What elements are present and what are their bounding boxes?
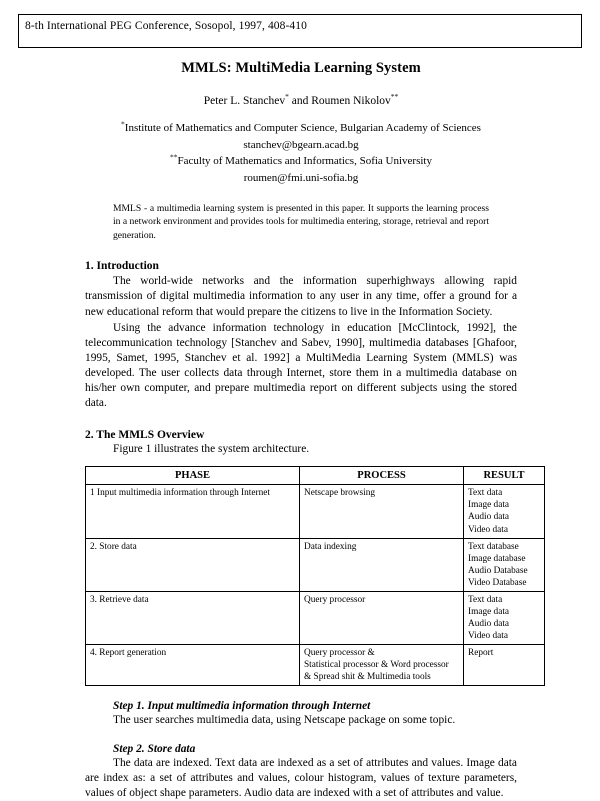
step-heading-2: Step 2. Store data [113,742,196,755]
cell-line: Report [468,648,494,659]
cell-line: Video data [468,631,508,642]
affiliation-two-text: Faculty of Mathematics and Informatics, Sofia University [177,155,432,168]
cell-result [464,538,545,591]
cell-line: Text data [468,488,503,499]
cell-phase: 2. Store data [86,538,300,591]
table-row [86,645,545,686]
cell-result [464,591,545,644]
cell-process [300,591,464,644]
cell-line: Image data [468,606,510,617]
abstract-text: MMLS - a multimedia learning system is presented in this paper. It supports the learning process in a network environment and provides tools for multimedia entering, storage, retrieval and report generation. [113,202,489,242]
conference-header-text: 8-th International PEG Conference, Sosopol, 1997, 408-410 [25,20,307,32]
step-body-1: The user searches multimedia data, using Netscape package on some topic. [113,714,456,727]
cell-result [464,645,545,686]
table-row [86,538,545,591]
page-title: MMLS: MultiMedia Learning System [181,60,421,76]
cell-line: Video data [468,524,508,535]
paper-content [85,60,528,801]
affiliation-two [85,154,517,169]
author-conjunction: and Roumen Nikolov [288,95,391,107]
affiliation-one-email: stanchev@bgearn.acad.bg [243,138,359,151]
cell-line: Audio data [468,619,510,630]
author-primary: Peter L. Stanchev [203,95,286,107]
cell-line: Statistical processor & Word processor [304,660,449,671]
author-secondary-marker: ** [390,92,399,102]
cell-process [300,645,464,686]
cell-process [300,538,464,591]
cell-line: Query processor [304,594,366,605]
cell-line: Query processor & [304,648,375,659]
cell-line: Audio data [468,512,510,523]
cell-line: & Spread shit & Multimedia tools [304,672,431,683]
table-row [86,485,545,538]
column-header-phase: PHASE [86,466,300,485]
table-row [86,591,545,644]
figure-reference-line: Figure 1 illustrates the system architecture. [113,442,310,455]
cell-process [300,485,464,538]
cell-result [464,485,545,538]
column-header-process: PROCESS [300,466,464,485]
affiliation-one-marker: * [121,119,125,129]
author-list [85,92,517,107]
intro-paragraph-2: Using the advance information technology in education [McClintock, 1992], the telecommunication technology [Stanchev and Sabev, 1990], multimedia databases [Ghafoor, 1995, Samet, 1995, Stanchev et al. 1992] a MultiMedia Learning System (MMLS) was developed. The user collects data through Internet, store them in a multimedia database on his/her own computer, and prepare multimedia report on different subjects using the stored data. [85,321,517,410]
cell-line: Audio Database [468,565,528,576]
affiliation-two-email: roumen@fmi.uni-sofia.bg [243,171,359,184]
cell-line: Image data [468,500,510,511]
cell-line: Image database [468,553,526,564]
cell-line: Text data [468,594,503,605]
cell-line: Text database [468,541,519,552]
section-heading-introduction: 1. Introduction [85,260,159,273]
column-header-result: RESULT [464,466,545,485]
section-heading-overview: 2. The MMLS Overview [85,428,205,441]
architecture-table [85,466,545,687]
cell-line: Data indexing [304,541,357,552]
affiliation-one [85,121,517,136]
step-heading-1: Step 1. Input multimedia information through Internet [113,700,371,713]
affiliation-one-text: Institute of Mathematics and Computer Science, Bulgarian Academy of Sciences [124,122,481,134]
cell-phase: 4. Report generation [86,645,300,686]
affiliation-two-marker: ** [170,152,178,162]
cell-line: Netscape browsing [304,488,375,499]
table-header-row [86,466,545,485]
conference-header-box [18,14,582,48]
cell-line: Video Database [468,577,527,588]
cell-phase: 3. Retrieve data [86,591,300,644]
step-body-2: The data are indexed. Text data are indexed as a set of attributes and values. Image data are index as: a set of attributes and values, colour histogram, values of texture parameters, values of object shape parameters. Audio data are indexed with a set of attributes and value. [85,756,517,799]
intro-paragraph-1: The world-wide networks and the information superhighways allowing rapid transmission of digital multimedia information to any user in any time, offer a ground for a new educational reform that would prepare the citizens to live in the Information Society. [85,275,517,318]
author-primary-marker: * [285,92,289,102]
cell-phase: 1 Input multimedia information through Internet [86,485,300,538]
